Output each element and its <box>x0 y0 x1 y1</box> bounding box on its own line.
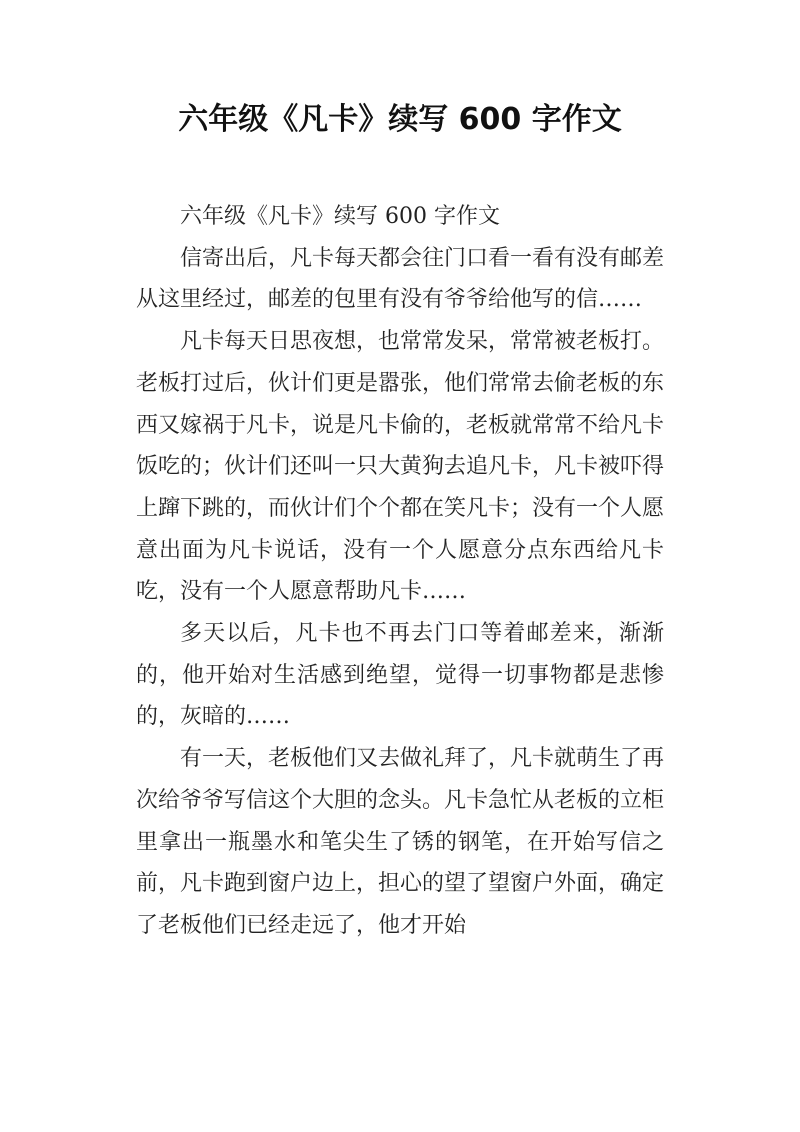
paragraph-subtitle: 六年级《凡卡》续写 600 字作文 <box>180 204 500 229</box>
paragraph-3: 多天以后，凡卡也不再去门口等着邮差来，渐渐的，他开始对生活感到绝望，觉得一切事物都是悲惨的，灰暗的…… <box>136 621 664 730</box>
document-body <box>136 196 664 947</box>
paragraph-1: 信寄出后，凡卡每天都会往门口看一看有没有邮差从这里经过，邮差的包里有没有爷爷给他写的信…… <box>136 245 665 313</box>
document-title: 六年级《凡卡》续写 600 字作文 <box>178 102 622 137</box>
paragraph-2: 凡卡每天日思夜想，也常常发呆，常常被老板打。老板打过后，伙计们更是嚣张，他们常常去偷老板的东西又嫁祸于凡卡，说是凡卡偷的，老板就常常不给凡卡饭吃的；伙计们还叫一只大黄狗去追凡卡，凡卡被吓得上蹿下跳的，而伙计们个个都在笑凡卡；没有一个人愿意出面为凡卡说话，没有一个人愿意分点东西给凡卡吃，没有一个人愿意帮助凡卡…… <box>136 329 665 605</box>
paragraph-4: 有一天，老板他们又去做礼拜了，凡卡就萌生了再次给爷爷写信这个大胆的念头。凡卡急忙从老板的立柜里拿出一瓶墨水和笔尖生了锈的钢笔，在开始写信之前，凡卡跑到窗户边上，担心的望了望窗户外面，确定了老板他们已经走远了，他才开始 <box>136 746 665 938</box>
